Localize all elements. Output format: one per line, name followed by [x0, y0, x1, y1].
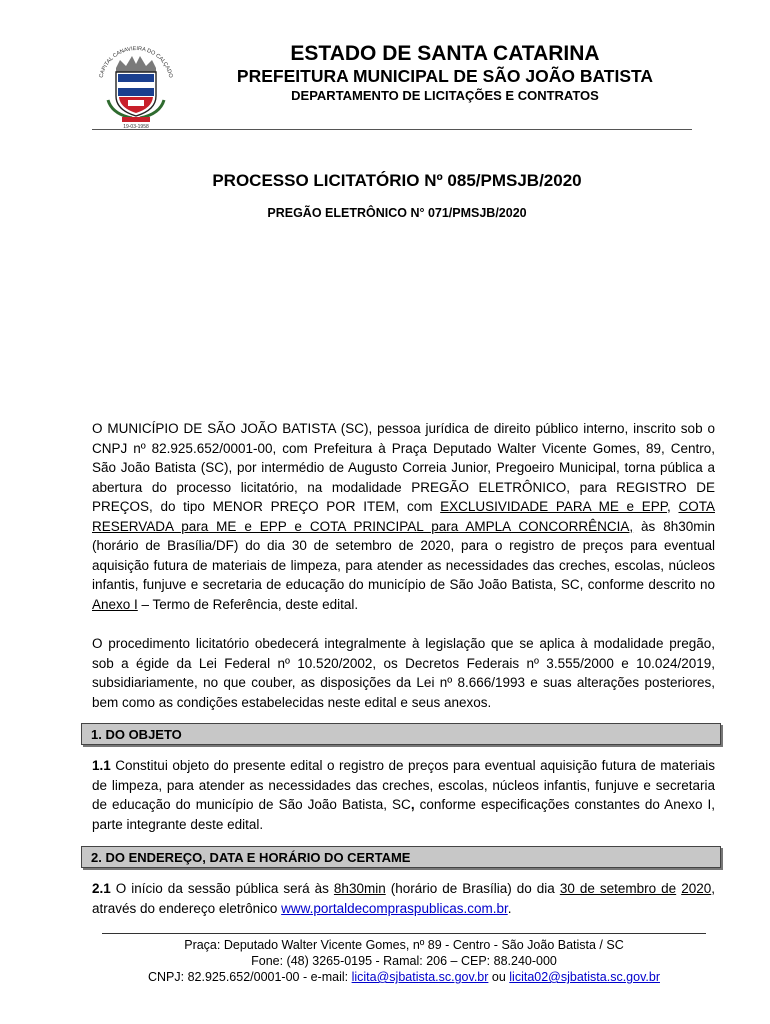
seal-arc-text: CAPITAL CANAVIEIRA DO CALÇADO — [98, 45, 174, 79]
state-heading: ESTADO DE SANTA CATARINA — [290, 42, 600, 65]
footer-contact: CNPJ: 82.925.652/0001-00 - e-mail: licita@sjbatista.sc.gov.br ou licita02@sjbatista.sc.gov.br — [148, 970, 660, 984]
section-heading-objeto: 1. DO OBJETO — [81, 723, 721, 745]
annex-reference: Anexo I — [92, 596, 138, 612]
seal-date: 19-03-1958 — [123, 124, 149, 128]
municipality-heading: PREFEITURA MUNICIPAL DE SÃO JOÃO BATISTA — [236, 66, 654, 86]
department-heading: DEPARTAMENTO DE LICITAÇÕES E CONTRATOS — [291, 88, 599, 103]
portal-link[interactable]: www.portaldecompraspublicas.com.br — [281, 900, 508, 916]
header-divider — [92, 129, 692, 130]
footer-address: Praça: Deputado Walter Vicente Gomes, nº 89 - Centro - São João Batista / SC — [184, 938, 624, 952]
intro-paragraph: O MUNICÍPIO DE SÃO JOÃO BATISTA (SC), pessoa jurídica de direito público interno, inscrito sob o CNPJ nº 82.925.652/0001-00, com Prefeitura à Praça Deputado Walter Vicente Gomes, 89, Centro, São João Batista (SC), por intermédio de Augusto Correia Junior, Pregoeiro Municipal, torna pública a abertura do processo licitatório, na modalidade PREGÃO ELETRÔNICO, para REGISTRO DE PREÇOS, do tipo MENOR PREÇO POR ITEM, com EXCLUSIVIDADE PARA ME e EPP, COTA RESERVADA para ME e EPP e COTA PRINCIPAL para AMPLA CONCORRÊNCIA, às 8h30min (horário de Brasília/DF) do dia 30 de setembro de 2020, para o registro de preços para eventual aquisição futura de materiais de limpeza, para atender as necessidades das creches, escolas, núcleos infantis, funjuve e secretaria de educação do município de São João Batista, SC, conforme descrito no Anexo I – Termo de Referência, deste edital. — [92, 421, 716, 612]
section-heading-endereco: 2. DO ENDEREÇO, DATA E HORÁRIO DO CERTAME — [81, 846, 721, 868]
document-title: PROCESSO LICITATÓRIO Nº 085/PMSJB/2020 — [212, 171, 582, 190]
municipal-seal-logo — [92, 40, 180, 128]
document-subtitle: PREGÃO ELETRÔNICO N° 071/PMSJB/2020 — [267, 206, 527, 220]
section-1-paragraph: 1.1 Constitui objeto do presente edital o registro de preços para eventual aquisição futura de materiais de limpeza, para atender as necessidades das creches, escolas, núcleos infantis, funjuve e secretaria de educação do município de São João Batista, SC, conforme especificações constantes do Anexo I, parte integrante deste edital. — [92, 758, 716, 832]
footer-phone: Fone: (48) 3265-0195 - Ramal: 206 – CEP: 88.240-000 — [251, 954, 557, 968]
legal-basis-paragraph: O procedimento licitatório obedecerá integralmente à legislação que se aplica à modalidade pregão, sob a égide da Lei Federal nº 10.520/2002, os Decretos Federais nº 3.555/2000 e 10.024/2019, subsidiariamente, no que couber, as disposições da Lei nº 8.666/1993 e suas alterações posteriores, bem como as condições estabelecidas neste edital e seus anexos. — [92, 636, 715, 710]
email-link-licita02[interactable]: licita02@sjbatista.sc.gov.br — [509, 970, 660, 984]
email-link-licita[interactable]: licita@sjbatista.sc.gov.br — [351, 970, 489, 984]
section-2-paragraph: 2.1 O início da sessão pública será às 8h30min (horário de Brasília) do dia 30 de setembro de 2020, através do endereço eletrônico www.portaldecompraspublicas.com.br. — [92, 881, 715, 916]
footer-divider — [102, 933, 706, 934]
